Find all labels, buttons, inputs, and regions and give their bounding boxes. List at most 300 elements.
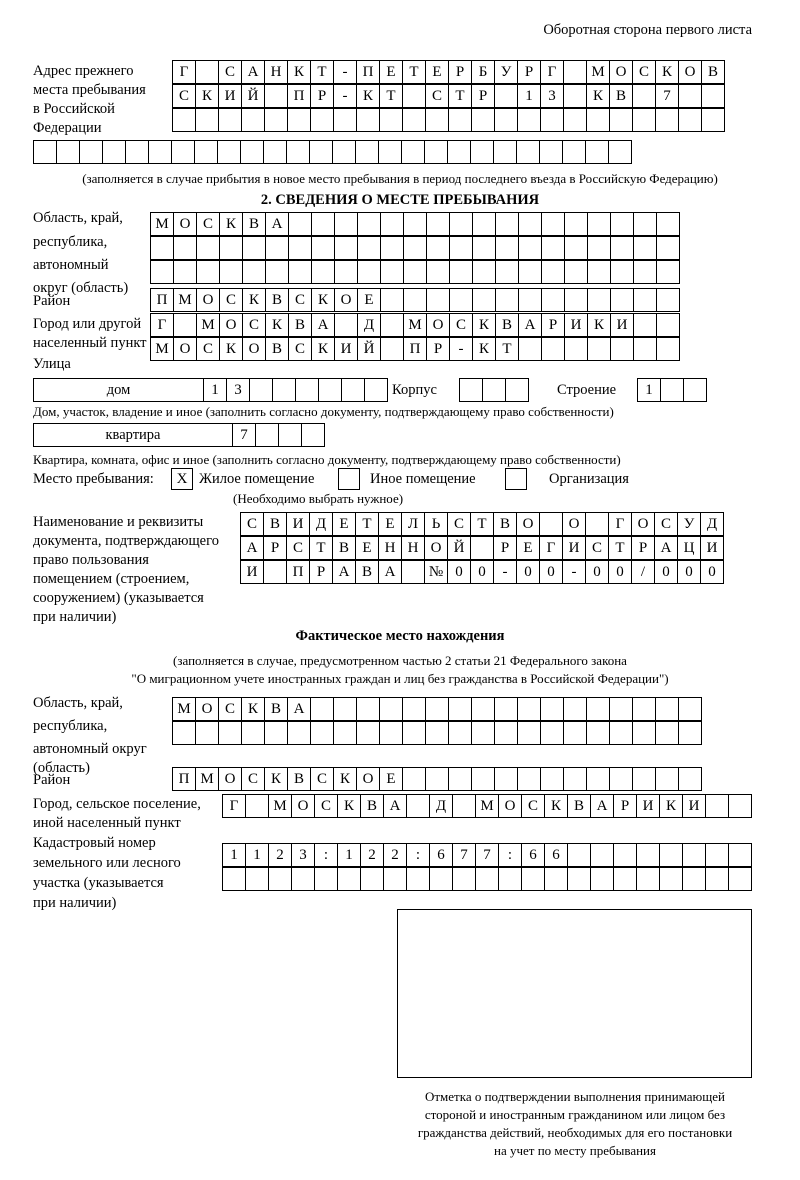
char-cell[interactable]	[482, 378, 506, 402]
char-cell[interactable]	[401, 140, 425, 164]
char-cell[interactable]	[218, 108, 242, 132]
document-row-2[interactable]	[240, 536, 723, 560]
char-cell[interactable]	[498, 867, 522, 891]
char-cell[interactable]	[633, 337, 657, 361]
char-cell[interactable]	[564, 236, 588, 260]
char-cell[interactable]: Р	[517, 60, 541, 84]
char-cell[interactable]: А	[241, 60, 265, 84]
char-cell[interactable]	[426, 288, 450, 312]
char-cell[interactable]	[341, 378, 365, 402]
char-cell[interactable]	[403, 260, 427, 284]
char-cell[interactable]: 0	[654, 560, 678, 584]
char-cell[interactable]	[586, 108, 610, 132]
char-cell[interactable]: -	[333, 84, 357, 108]
char-cell[interactable]	[563, 60, 587, 84]
char-cell[interactable]	[517, 697, 541, 721]
char-cell[interactable]: С	[447, 512, 471, 536]
char-cell[interactable]	[541, 260, 565, 284]
char-cell[interactable]: В	[263, 512, 287, 536]
char-cell[interactable]: Т	[310, 60, 334, 84]
char-cell[interactable]: Й	[357, 337, 381, 361]
char-cell[interactable]	[540, 697, 564, 721]
place-type-checkbox-zhiloe[interactable]: X	[171, 468, 193, 490]
char-cell[interactable]	[610, 337, 634, 361]
char-cell[interactable]	[171, 140, 195, 164]
char-cell[interactable]	[471, 697, 495, 721]
char-cell[interactable]	[334, 236, 358, 260]
char-cell[interactable]: Д	[429, 794, 453, 818]
stamp-box[interactable]	[397, 909, 752, 1078]
char-cell[interactable]	[494, 84, 518, 108]
char-cell[interactable]: С	[241, 767, 265, 791]
char-cell[interactable]: 2	[383, 843, 407, 867]
char-cell[interactable]: С	[219, 288, 243, 312]
char-cell[interactable]: Р	[613, 794, 637, 818]
char-cell[interactable]: Р	[310, 84, 334, 108]
char-cell[interactable]: С	[288, 337, 312, 361]
char-cell[interactable]: С	[449, 313, 473, 337]
char-cell[interactable]: В	[332, 536, 356, 560]
char-cell[interactable]: Г	[539, 536, 563, 560]
char-cell[interactable]: 7	[232, 423, 256, 447]
char-cell[interactable]	[449, 288, 473, 312]
char-cell[interactable]	[357, 236, 381, 260]
char-cell[interactable]: Е	[378, 512, 402, 536]
char-cell[interactable]: У	[494, 60, 518, 84]
char-cell[interactable]	[402, 84, 426, 108]
char-cell[interactable]	[265, 236, 289, 260]
char-cell[interactable]: 0	[447, 560, 471, 584]
char-cell[interactable]: К	[265, 313, 289, 337]
char-cell[interactable]: Г	[172, 60, 196, 84]
char-cell[interactable]	[494, 108, 518, 132]
char-cell[interactable]	[539, 140, 563, 164]
char-cell[interactable]	[586, 721, 610, 745]
char-cell[interactable]: А	[518, 313, 542, 337]
char-cell[interactable]	[449, 212, 473, 236]
char-cell[interactable]: В	[567, 794, 591, 818]
char-cell[interactable]	[333, 721, 357, 745]
char-cell[interactable]: Р	[448, 60, 472, 84]
char-cell[interactable]: С	[310, 767, 334, 791]
prev-address-row-4[interactable]	[33, 140, 631, 164]
char-cell[interactable]: Г	[608, 512, 632, 536]
char-cell[interactable]	[219, 260, 243, 284]
char-cell[interactable]: О	[631, 512, 655, 536]
char-cell[interactable]	[264, 84, 288, 108]
char-cell[interactable]: О	[498, 794, 522, 818]
region-row-3[interactable]	[150, 260, 679, 284]
char-cell[interactable]	[357, 212, 381, 236]
char-cell[interactable]	[610, 236, 634, 260]
char-cell[interactable]: И	[286, 512, 310, 536]
char-cell[interactable]: М	[150, 212, 174, 236]
char-cell[interactable]	[195, 108, 219, 132]
char-cell[interactable]: Р	[309, 560, 333, 584]
char-cell[interactable]	[659, 867, 683, 891]
char-cell[interactable]	[613, 843, 637, 867]
char-cell[interactable]	[563, 721, 587, 745]
char-cell[interactable]	[494, 721, 518, 745]
char-cell[interactable]: К	[311, 337, 335, 361]
char-cell[interactable]	[173, 236, 197, 260]
char-cell[interactable]: Т	[608, 536, 632, 560]
stroenie-cells[interactable]	[637, 378, 706, 402]
char-cell[interactable]: Е	[425, 60, 449, 84]
char-cell[interactable]	[402, 108, 426, 132]
char-cell[interactable]	[656, 313, 680, 337]
char-cell[interactable]: Н	[264, 60, 288, 84]
char-cell[interactable]: Г	[222, 794, 246, 818]
char-cell[interactable]: С	[425, 84, 449, 108]
char-cell[interactable]	[633, 212, 657, 236]
char-cell[interactable]	[564, 260, 588, 284]
char-cell[interactable]	[636, 843, 660, 867]
char-cell[interactable]	[218, 721, 242, 745]
char-cell[interactable]	[470, 140, 494, 164]
char-cell[interactable]: 6	[544, 843, 568, 867]
char-cell[interactable]	[475, 867, 499, 891]
char-cell[interactable]: О	[291, 794, 315, 818]
char-cell[interactable]: К	[333, 767, 357, 791]
char-cell[interactable]	[472, 288, 496, 312]
char-cell[interactable]	[567, 843, 591, 867]
char-cell[interactable]	[195, 721, 219, 745]
char-cell[interactable]: -	[562, 560, 586, 584]
char-cell[interactable]: 6	[429, 843, 453, 867]
char-cell[interactable]	[632, 721, 656, 745]
char-cell[interactable]	[495, 260, 519, 284]
char-cell[interactable]	[678, 84, 702, 108]
char-cell[interactable]	[678, 721, 702, 745]
char-cell[interactable]: О	[218, 767, 242, 791]
char-cell[interactable]: 3	[540, 84, 564, 108]
char-cell[interactable]	[585, 140, 609, 164]
al-district-row[interactable]	[172, 767, 701, 791]
char-cell[interactable]	[380, 236, 404, 260]
char-cell[interactable]	[311, 260, 335, 284]
char-cell[interactable]	[590, 867, 614, 891]
char-cell[interactable]: /	[631, 560, 655, 584]
char-cell[interactable]	[609, 721, 633, 745]
char-cell[interactable]	[402, 721, 426, 745]
char-cell[interactable]: С	[288, 288, 312, 312]
char-cell[interactable]	[518, 337, 542, 361]
char-cell[interactable]: В	[355, 560, 379, 584]
place-type-checkbox-inoe[interactable]	[338, 468, 360, 490]
char-cell[interactable]: К	[356, 84, 380, 108]
char-cell[interactable]: С	[314, 794, 338, 818]
char-cell[interactable]: К	[287, 60, 311, 84]
char-cell[interactable]: О	[426, 313, 450, 337]
char-cell[interactable]: А	[240, 536, 264, 560]
char-cell[interactable]	[587, 212, 611, 236]
char-cell[interactable]	[541, 337, 565, 361]
char-cell[interactable]	[728, 843, 752, 867]
char-cell[interactable]	[426, 260, 450, 284]
char-cell[interactable]: К	[195, 84, 219, 108]
char-cell[interactable]	[633, 260, 657, 284]
char-cell[interactable]	[424, 140, 448, 164]
char-cell[interactable]	[301, 423, 325, 447]
prev-address-row-1[interactable]	[172, 60, 724, 84]
char-cell[interactable]	[447, 140, 471, 164]
char-cell[interactable]: 1	[337, 843, 361, 867]
char-cell[interactable]	[278, 423, 302, 447]
char-cell[interactable]	[56, 140, 80, 164]
char-cell[interactable]	[562, 140, 586, 164]
char-cell[interactable]	[148, 140, 172, 164]
char-cell[interactable]	[268, 867, 292, 891]
char-cell[interactable]: А	[287, 697, 311, 721]
char-cell[interactable]: А	[265, 212, 289, 236]
char-cell[interactable]	[380, 288, 404, 312]
char-cell[interactable]: К	[219, 337, 243, 361]
char-cell[interactable]: 0	[700, 560, 724, 584]
char-cell[interactable]: Т	[402, 60, 426, 84]
char-cell[interactable]	[263, 140, 287, 164]
char-cell[interactable]	[426, 236, 450, 260]
char-cell[interactable]: С	[196, 212, 220, 236]
char-cell[interactable]	[701, 84, 725, 108]
char-cell[interactable]: М	[268, 794, 292, 818]
char-cell[interactable]	[309, 140, 333, 164]
char-cell[interactable]	[295, 378, 319, 402]
char-cell[interactable]: 2	[268, 843, 292, 867]
char-cell[interactable]	[518, 212, 542, 236]
char-cell[interactable]: В	[264, 697, 288, 721]
char-cell[interactable]	[655, 767, 679, 791]
char-cell[interactable]	[540, 721, 564, 745]
cadastral-row-1[interactable]	[222, 843, 751, 867]
char-cell[interactable]	[587, 260, 611, 284]
char-cell[interactable]	[678, 767, 702, 791]
char-cell[interactable]	[217, 140, 241, 164]
char-cell[interactable]	[333, 108, 357, 132]
char-cell[interactable]	[356, 721, 380, 745]
char-cell[interactable]: 3	[226, 378, 250, 402]
char-cell[interactable]: А	[378, 560, 402, 584]
char-cell[interactable]	[194, 140, 218, 164]
char-cell[interactable]	[472, 236, 496, 260]
char-cell[interactable]	[241, 108, 265, 132]
char-cell[interactable]	[586, 697, 610, 721]
char-cell[interactable]	[264, 721, 288, 745]
char-cell[interactable]: С	[632, 60, 656, 84]
char-cell[interactable]: №	[424, 560, 448, 584]
char-cell[interactable]: Л	[401, 512, 425, 536]
char-cell[interactable]	[357, 260, 381, 284]
char-cell[interactable]	[608, 140, 632, 164]
char-cell[interactable]: В	[242, 212, 266, 236]
char-cell[interactable]: Т	[379, 84, 403, 108]
char-cell[interactable]	[249, 378, 273, 402]
char-cell[interactable]: Т	[470, 512, 494, 536]
char-cell[interactable]: 0	[470, 560, 494, 584]
char-cell[interactable]	[633, 288, 657, 312]
char-cell[interactable]: К	[241, 697, 265, 721]
char-cell[interactable]: И	[218, 84, 242, 108]
char-cell[interactable]: 1	[245, 843, 269, 867]
char-cell[interactable]: М	[172, 697, 196, 721]
char-cell[interactable]: В	[265, 337, 289, 361]
char-cell[interactable]: Г	[540, 60, 564, 84]
char-cell[interactable]: В	[265, 288, 289, 312]
char-cell[interactable]	[610, 212, 634, 236]
char-cell[interactable]	[310, 108, 334, 132]
char-cell[interactable]: 1	[517, 84, 541, 108]
char-cell[interactable]	[541, 212, 565, 236]
char-cell[interactable]: П	[286, 560, 310, 584]
char-cell[interactable]	[449, 236, 473, 260]
char-cell[interactable]: И	[562, 536, 586, 560]
char-cell[interactable]	[587, 288, 611, 312]
char-cell[interactable]: :	[406, 843, 430, 867]
char-cell[interactable]	[655, 108, 679, 132]
char-cell[interactable]	[172, 108, 196, 132]
char-cell[interactable]: К	[242, 288, 266, 312]
char-cell[interactable]: Е	[332, 512, 356, 536]
char-cell[interactable]: К	[659, 794, 683, 818]
char-cell[interactable]	[609, 767, 633, 791]
char-cell[interactable]: К	[586, 84, 610, 108]
char-cell[interactable]: В	[288, 313, 312, 337]
char-cell[interactable]: И	[700, 536, 724, 560]
char-cell[interactable]	[678, 697, 702, 721]
char-cell[interactable]	[356, 108, 380, 132]
char-cell[interactable]: 7	[452, 843, 476, 867]
char-cell[interactable]: Ь	[424, 512, 448, 536]
char-cell[interactable]: П	[150, 288, 174, 312]
char-cell[interactable]	[655, 697, 679, 721]
char-cell[interactable]	[517, 108, 541, 132]
char-cell[interactable]	[656, 260, 680, 284]
char-cell[interactable]	[173, 260, 197, 284]
char-cell[interactable]: И	[682, 794, 706, 818]
char-cell[interactable]: К	[219, 212, 243, 236]
char-cell[interactable]	[334, 260, 358, 284]
char-cell[interactable]	[563, 84, 587, 108]
char-cell[interactable]	[380, 313, 404, 337]
char-cell[interactable]	[471, 767, 495, 791]
char-cell[interactable]	[518, 260, 542, 284]
char-cell[interactable]	[364, 378, 388, 402]
char-cell[interactable]	[33, 140, 57, 164]
cadastral-row-2[interactable]	[222, 867, 751, 891]
char-cell[interactable]	[564, 212, 588, 236]
char-cell[interactable]: С	[172, 84, 196, 108]
char-cell[interactable]: М	[173, 288, 197, 312]
char-cell[interactable]	[449, 260, 473, 284]
char-cell[interactable]	[311, 212, 335, 236]
char-cell[interactable]: Ц	[677, 536, 701, 560]
char-cell[interactable]	[448, 108, 472, 132]
char-cell[interactable]: С	[240, 512, 264, 536]
char-cell[interactable]	[586, 767, 610, 791]
char-cell[interactable]: К	[472, 337, 496, 361]
char-cell[interactable]: Б	[471, 60, 495, 84]
char-cell[interactable]: О	[516, 512, 540, 536]
char-cell[interactable]	[544, 867, 568, 891]
char-cell[interactable]	[332, 140, 356, 164]
char-cell[interactable]	[356, 697, 380, 721]
char-cell[interactable]	[360, 867, 384, 891]
char-cell[interactable]: Р	[471, 84, 495, 108]
char-cell[interactable]	[380, 260, 404, 284]
char-cell[interactable]	[272, 378, 296, 402]
document-row-1[interactable]	[240, 512, 723, 536]
char-cell[interactable]	[587, 236, 611, 260]
char-cell[interactable]	[79, 140, 103, 164]
char-cell[interactable]: П	[287, 84, 311, 108]
char-cell[interactable]	[495, 288, 519, 312]
char-cell[interactable]: 1	[203, 378, 227, 402]
char-cell[interactable]: Р	[541, 313, 565, 337]
char-cell[interactable]	[333, 697, 357, 721]
char-cell[interactable]	[403, 212, 427, 236]
char-cell[interactable]: Т	[495, 337, 519, 361]
char-cell[interactable]	[609, 697, 633, 721]
char-cell[interactable]	[656, 236, 680, 260]
char-cell[interactable]: С	[521, 794, 545, 818]
char-cell[interactable]	[334, 313, 358, 337]
char-cell[interactable]: М	[150, 337, 174, 361]
al-city-row[interactable]	[222, 794, 751, 818]
char-cell[interactable]: Р	[631, 536, 655, 560]
char-cell[interactable]	[311, 236, 335, 260]
char-cell[interactable]: К	[264, 767, 288, 791]
char-cell[interactable]	[240, 140, 264, 164]
char-cell[interactable]	[452, 867, 476, 891]
char-cell[interactable]	[264, 108, 288, 132]
char-cell[interactable]: Е	[516, 536, 540, 560]
char-cell[interactable]	[632, 108, 656, 132]
char-cell[interactable]	[287, 108, 311, 132]
char-cell[interactable]: О	[242, 337, 266, 361]
char-cell[interactable]	[459, 378, 483, 402]
char-cell[interactable]	[728, 867, 752, 891]
char-cell[interactable]: С	[196, 337, 220, 361]
char-cell[interactable]	[656, 212, 680, 236]
char-cell[interactable]: :	[498, 843, 522, 867]
char-cell[interactable]	[518, 236, 542, 260]
char-cell[interactable]	[380, 212, 404, 236]
char-cell[interactable]: К	[587, 313, 611, 337]
char-cell[interactable]	[505, 378, 529, 402]
char-cell[interactable]: И	[240, 560, 264, 584]
char-cell[interactable]	[383, 867, 407, 891]
char-cell[interactable]: Р	[263, 536, 287, 560]
char-cell[interactable]	[196, 260, 220, 284]
char-cell[interactable]	[563, 697, 587, 721]
char-cell[interactable]: П	[356, 60, 380, 84]
char-cell[interactable]: О	[609, 60, 633, 84]
char-cell[interactable]: Г	[150, 313, 174, 337]
char-cell[interactable]	[632, 767, 656, 791]
char-cell[interactable]	[150, 236, 174, 260]
document-row-3[interactable]	[240, 560, 723, 584]
flat-cells[interactable]	[232, 423, 324, 447]
char-cell[interactable]	[590, 843, 614, 867]
char-cell[interactable]	[286, 140, 310, 164]
char-cell[interactable]: О	[196, 288, 220, 312]
char-cell[interactable]	[255, 423, 279, 447]
char-cell[interactable]	[655, 721, 679, 745]
char-cell[interactable]	[402, 697, 426, 721]
char-cell[interactable]	[379, 697, 403, 721]
char-cell[interactable]	[378, 140, 402, 164]
char-cell[interactable]: П	[172, 767, 196, 791]
